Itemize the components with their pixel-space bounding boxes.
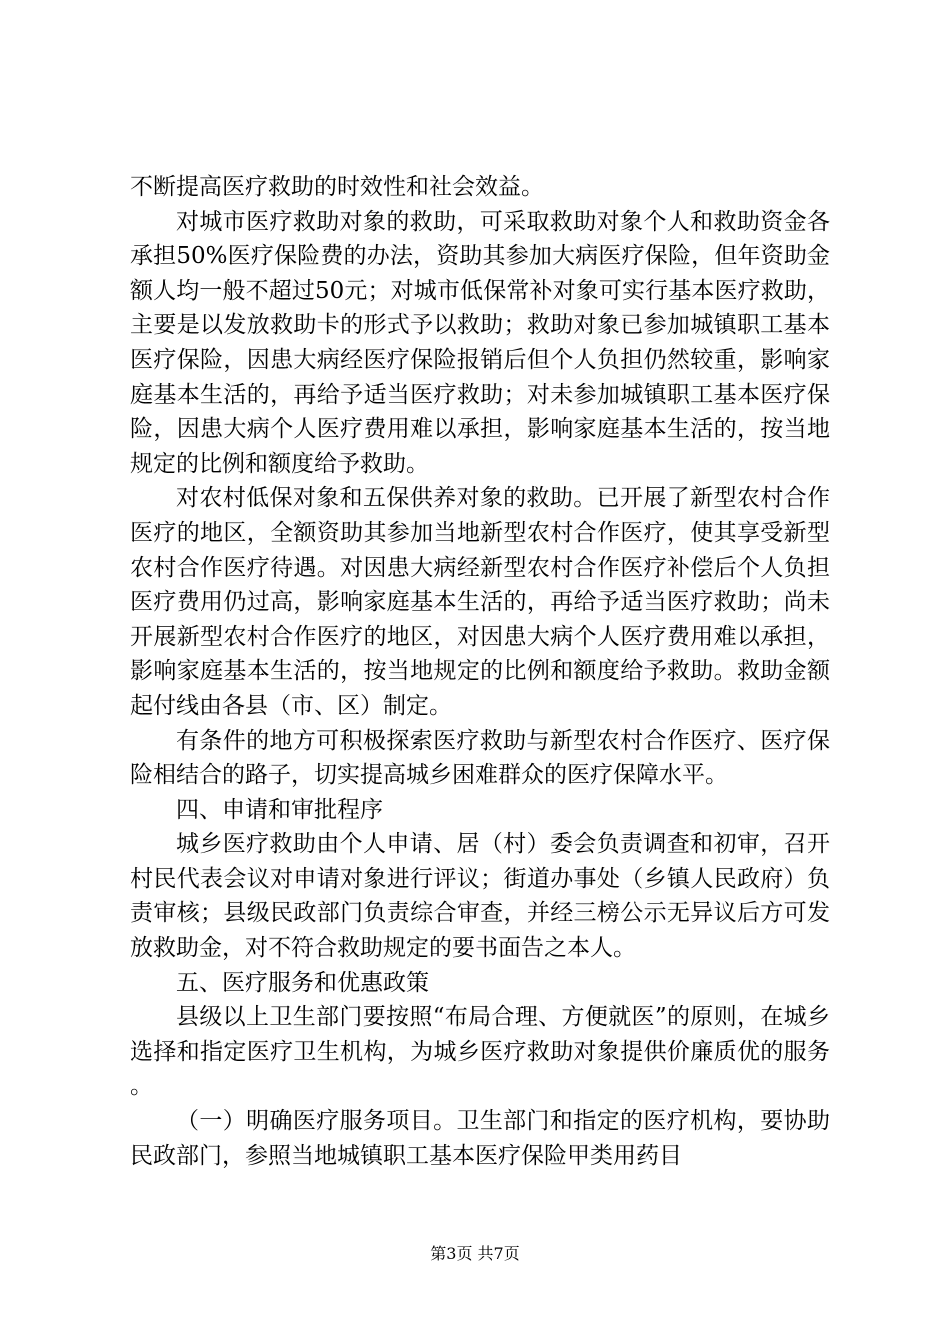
paragraph-integration: 有条件的地方可积极探索医疗救助与新型农村合作医疗、医疗保险相结合的路子，切实提高城乡困难群众的医疗保障水平。 — [130, 727, 830, 789]
paragraph-service-items: （一）明确医疗服务项目。卫生部门和指定的医疗机构，要协助民政部门，参照当地城镇职工基本医疗保险甲类用药目 — [130, 1108, 830, 1169]
paragraph-continuation: 不断提高医疗救助的时效性和社会效益。 — [130, 174, 544, 200]
paragraph-rural-assistance: 对农村低保对象和五保供养对象的救助。已开展了新型农村合作医疗的地区，全额资助其参加当地新型农村合作医疗，使其享受新型农村合作医疗待遇。对因患大病经新型农村合作医疗补偿后个人负担医疗费用仍过高，影响家庭基本生活的，再给予适当医疗救助；尚未开展新型农村合作医疗的地区，对因患大病个人医疗费用难以承担，影响家庭基本生活的，按当地规定的比例和额度给予救助。救助金额起付线由各县（市、区）制定。 — [130, 485, 830, 719]
document-body — [130, 170, 830, 1173]
paragraph-urban-assistance: 对城市医疗救助对象的救助，可采取救助对象个人和救助资金各承担50%医疗保险费的办法，资助其参加大病医疗保险，但年资助金额人均一般不超过50元；对城市低保常补对象可实行基本医疗救助，主要是以发放救助卡的形式予以救助；救助对象已参加城镇职工基本医疗保险，因患大病经医疗保险报销后但个人负担仍然较重，影响家庭基本生活的，再给予适当医疗救助；对未参加城镇职工基本医疗保险，因患大病个人医疗费用难以承担，影响家庭基本生活的，按当地规定的比例和额度给予救助。 — [130, 208, 830, 477]
section-heading-application: 四、申请和审批程序 — [176, 796, 383, 823]
paragraph-health-departments: 县级以上卫生部门要按照“布局合理、方便就医”的原则，在城乡选择和指定医疗卫生机构，为城乡医疗救助对象提供价廉质优的服务。 — [130, 1004, 830, 1100]
paragraph-application-procedure: 城乡医疗救助由个人申请、居（村）委会负责调查和初审，召开村民代表会议对申请对象进行评议；街道办事处（乡镇人民政府）负责审核；县级民政部门负责综合审查，并经三榜公示无异议后方可发放救助金，对不符合救助规定的要书面告之本人。 — [130, 831, 830, 962]
page-number-label: 第3页 共7页 — [430, 1244, 520, 1263]
section-heading-medical-services: 五、医疗服务和优惠政策 — [176, 969, 429, 996]
page-footer — [0, 1244, 950, 1264]
